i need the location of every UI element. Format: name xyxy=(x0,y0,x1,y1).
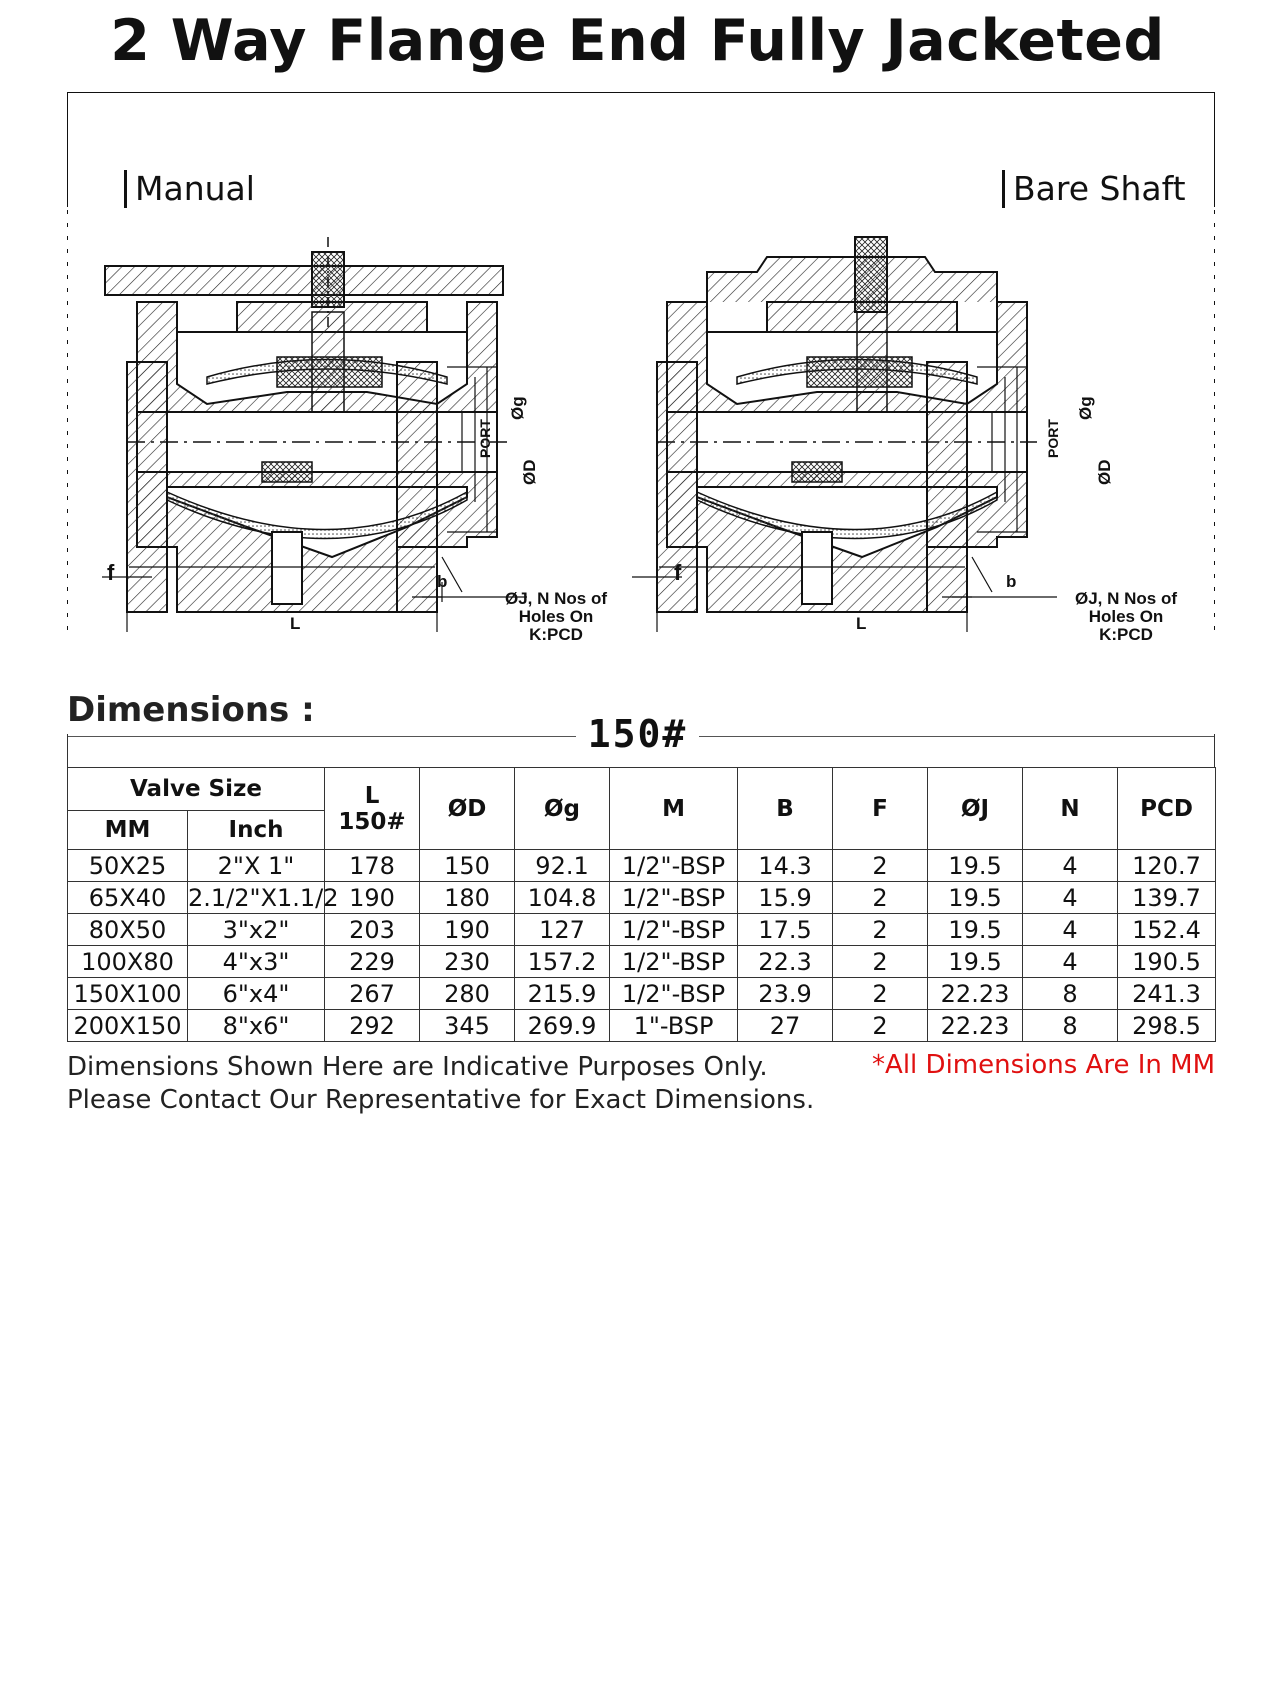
table-cell: 152.4 xyxy=(1118,914,1216,946)
table-cell: 17.5 xyxy=(738,914,833,946)
table-cell: 4 xyxy=(1023,946,1118,978)
table-cell: 1/2"-BSP xyxy=(610,978,738,1010)
table-cell: 2 xyxy=(833,882,928,914)
table-cell: 190 xyxy=(420,914,515,946)
table-cell: 2 xyxy=(833,946,928,978)
table-cell: 178 xyxy=(325,850,420,882)
col-header: PCD xyxy=(1118,768,1216,850)
f-label-right: f xyxy=(674,560,682,585)
table-row xyxy=(68,914,1216,946)
l-header-line-1: L xyxy=(364,782,380,809)
g-label-left: Øg xyxy=(508,396,527,420)
holes-line-3: K:PCD xyxy=(1099,625,1153,644)
pressure-rating xyxy=(0,712,1275,756)
l-label-right: L xyxy=(856,614,867,633)
table-cell: 269.9 xyxy=(515,1010,610,1042)
holes-line-3: K:PCD xyxy=(529,625,583,644)
col-header: Øg xyxy=(515,768,610,850)
b-label-right: b xyxy=(1006,572,1017,591)
table-cell: 150 xyxy=(420,850,515,882)
table-row xyxy=(68,946,1216,978)
port-label-left: PORT xyxy=(477,419,493,458)
inch-subheader: Inch xyxy=(188,811,325,850)
table-cell: 19.5 xyxy=(928,882,1023,914)
table-cell: 292 xyxy=(325,1010,420,1042)
units-note: *All Dimensions Are In MM xyxy=(872,1050,1215,1080)
table-cell: 215.9 xyxy=(515,978,610,1010)
table-cell: 22.23 xyxy=(928,1010,1023,1042)
table-cell: 2"X 1" xyxy=(188,850,325,882)
table-cell: 22.3 xyxy=(738,946,833,978)
col-header: M xyxy=(610,768,738,850)
table-cell: 6"x4" xyxy=(188,978,325,1010)
table-row xyxy=(68,1010,1216,1042)
table-cell: 104.8 xyxy=(515,882,610,914)
rating-text: 150# xyxy=(576,712,700,756)
holes-line-1: ØJ, N Nos of xyxy=(1075,589,1178,608)
holes-label-right xyxy=(1075,590,1177,644)
holes-label-left xyxy=(505,590,607,644)
manual-view-label: Manual xyxy=(124,170,255,208)
table-cell: 19.5 xyxy=(928,850,1023,882)
table-cell: 230 xyxy=(420,946,515,978)
table-cell: 100X80 xyxy=(68,946,188,978)
page-title: 2 Way Flange End Fully Jacketed xyxy=(110,8,1165,74)
disclaimer-line-2: Please Contact Our Representative for Exact Dimensions. xyxy=(67,1085,815,1115)
col-header: ØD xyxy=(420,768,515,850)
col-header: N xyxy=(1023,768,1118,850)
table-row xyxy=(68,850,1216,882)
holes-line-2: Holes On xyxy=(518,607,594,626)
l-header xyxy=(325,768,420,850)
table-cell: 280 xyxy=(420,978,515,1010)
bare-shaft-view-label: Bare Shaft xyxy=(1002,170,1186,208)
table-cell: 50X25 xyxy=(68,850,188,882)
mm-subheader: MM xyxy=(68,811,188,850)
table-cell: 1/2"-BSP xyxy=(610,850,738,882)
dimensions-table xyxy=(67,767,1216,1042)
table-cell: 8"x6" xyxy=(188,1010,325,1042)
col-header: B xyxy=(738,768,833,850)
table-cell: 4 xyxy=(1023,914,1118,946)
table-cell: 2 xyxy=(833,978,928,1010)
table-cell: 22.23 xyxy=(928,978,1023,1010)
col-header: F xyxy=(833,768,928,850)
table-cell: 180 xyxy=(420,882,515,914)
table-cell: 3"x2" xyxy=(188,914,325,946)
table-cell: 2 xyxy=(833,850,928,882)
d-label-right: ØD xyxy=(1095,459,1114,485)
port-label-right: PORT xyxy=(1045,419,1061,458)
table-cell: 1/2"-BSP xyxy=(610,882,738,914)
dimensions-heading: Dimensions : xyxy=(67,690,315,730)
table-cell: 2.1/2"X1.1/2 xyxy=(188,883,339,912)
dimensions-table-body xyxy=(68,850,1216,1042)
table-cell: 1/2"-BSP xyxy=(610,946,738,978)
table-cell: 4 xyxy=(1023,850,1118,882)
table-cell: 157.2 xyxy=(515,946,610,978)
valve-size-header: Valve Size xyxy=(68,768,325,811)
table-cell: 267 xyxy=(325,978,420,1010)
table-cell: 120.7 xyxy=(1118,850,1216,882)
table-cell: 203 xyxy=(325,914,420,946)
table-cell: 65X40 xyxy=(68,882,188,914)
disclaimer-line-1: Dimensions Shown Here are Indicative Purposes Only. xyxy=(67,1052,768,1082)
holes-line-1: ØJ, N Nos of xyxy=(505,589,608,608)
table-cell: 1"-BSP xyxy=(610,1010,738,1042)
table-cell: 80X50 xyxy=(68,914,188,946)
table-cell: 190 xyxy=(325,882,420,914)
table-cell: 241.3 xyxy=(1118,978,1216,1010)
table-row xyxy=(68,882,1216,914)
holes-line-2: Holes On xyxy=(1088,607,1164,626)
table-cell: 19.5 xyxy=(928,914,1023,946)
l-header-line-2: 150# xyxy=(338,808,406,835)
f-label-left: f xyxy=(107,560,115,585)
table-cell: 2 xyxy=(833,914,928,946)
g-label-right: Øg xyxy=(1076,396,1095,420)
manual-valve-drawing xyxy=(102,237,527,632)
table-cell: 139.7 xyxy=(1118,882,1216,914)
table-cell: 8 xyxy=(1023,1010,1118,1042)
table-cell: 1/2"-BSP xyxy=(610,914,738,946)
table-cell: 4"x3" xyxy=(188,946,325,978)
table-cell: 298.5 xyxy=(1118,1010,1216,1042)
table-cell: 92.1 xyxy=(515,850,610,882)
b-label-left: b xyxy=(437,572,448,591)
table-row xyxy=(68,978,1216,1010)
table-cell: 190.5 xyxy=(1118,946,1216,978)
table-cell: 8 xyxy=(1023,978,1118,1010)
table-cell: 15.9 xyxy=(738,882,833,914)
table-cell: 200X150 xyxy=(68,1010,188,1042)
table-cell: 150X100 xyxy=(68,978,188,1010)
table-cell: 19.5 xyxy=(928,946,1023,978)
table-cell: 229 xyxy=(325,946,420,978)
table-cell: 345 xyxy=(420,1010,515,1042)
col-header: ØJ xyxy=(928,768,1023,850)
table-cell: 23.9 xyxy=(738,978,833,1010)
table-cell: 14.3 xyxy=(738,850,833,882)
table-cell: 127 xyxy=(515,914,610,946)
d-label-left: ØD xyxy=(520,459,539,485)
bare-shaft-valve-drawing xyxy=(632,237,1057,632)
table-cell: 4 xyxy=(1023,882,1118,914)
table-cell: 27 xyxy=(738,1010,833,1042)
table-cell: 2 xyxy=(833,1010,928,1042)
l-label-left: L xyxy=(290,614,301,633)
